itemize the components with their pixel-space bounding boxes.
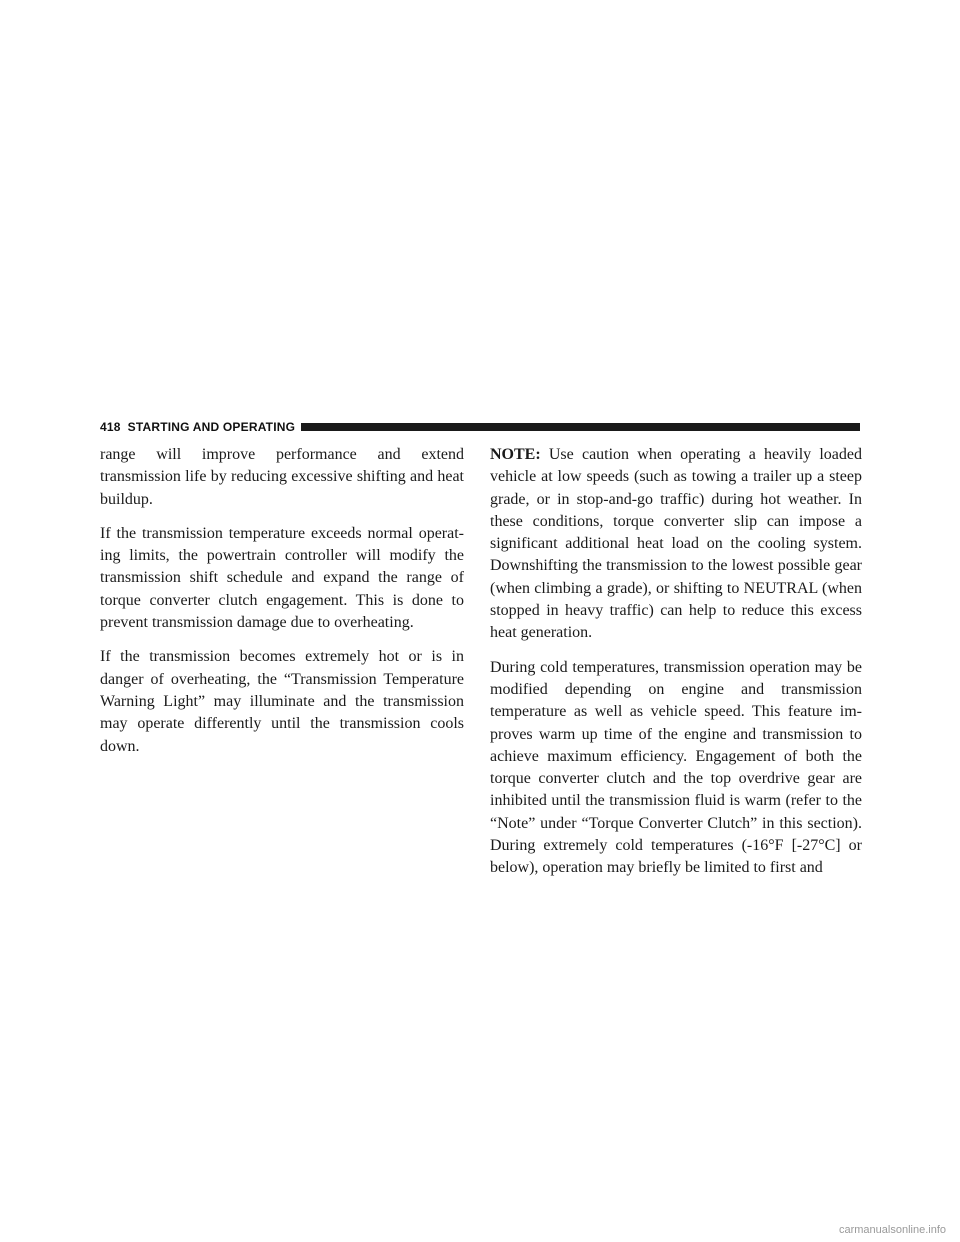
- paragraph: If the transmission becomes extremely hot or is in danger of overheating, the “Transmission Temperature Warning Light” may illuminate and the transmission may operate differently until the transmission cools down.: [100, 648, 464, 755]
- left-column: [100, 444, 464, 770]
- header-label: [100, 420, 295, 434]
- section-title: STARTING AND OPERATING: [127, 420, 296, 434]
- paragraph: If the transmission temperature exceeds normal operat-ing limits, the powertrain controller will modify the transmission shift schedule and expand the range of torque converter clutch engagement. This is done to prevent transmission damage due to overheating.: [100, 524, 464, 632]
- note-text: Use caution when operating a heavily loaded vehicle at low speeds (such as towing a trailer up a steep grade, or in stop-and-go traffic) during hot weather. In these conditions, torque converter slip can impose a significant additional heat load on the cooling system. Downshifting the transmission to the lowest possible gear (when climbing a grade), or shifting to NEUTRAL (when stopped in heavy traffic) can help to reduce this excess heat generation.: [490, 446, 862, 642]
- paragraph: range will improve performance and extend transmission life by reducing excessive shifting and heat buildup.: [100, 446, 464, 508]
- note-paragraph: [490, 444, 862, 645]
- page-number: 418: [100, 420, 121, 434]
- note-label: NOTE:: [490, 446, 541, 463]
- watermark: carmanualsonline.info: [838, 1224, 946, 1236]
- right-column: [490, 444, 862, 892]
- paragraph: During cold temperatures, transmission operation may be modified depending on engine and transmission temperature as well as vehicle speed. This feature im-proves warm up time of the engine and transmission to achieve maximum efficiency. Engagement of both the torque converter clutch and the top overdrive gear are inhibited until the transmission fluid is warm (refer to the “Note” under “Torque Converter Clutch” in this section). During extremely cold temperatures (-16°F [-27°C] or below), operation may briefly be limited to first and: [490, 658, 862, 877]
- page-header: [100, 418, 860, 436]
- header-rule: [301, 423, 860, 431]
